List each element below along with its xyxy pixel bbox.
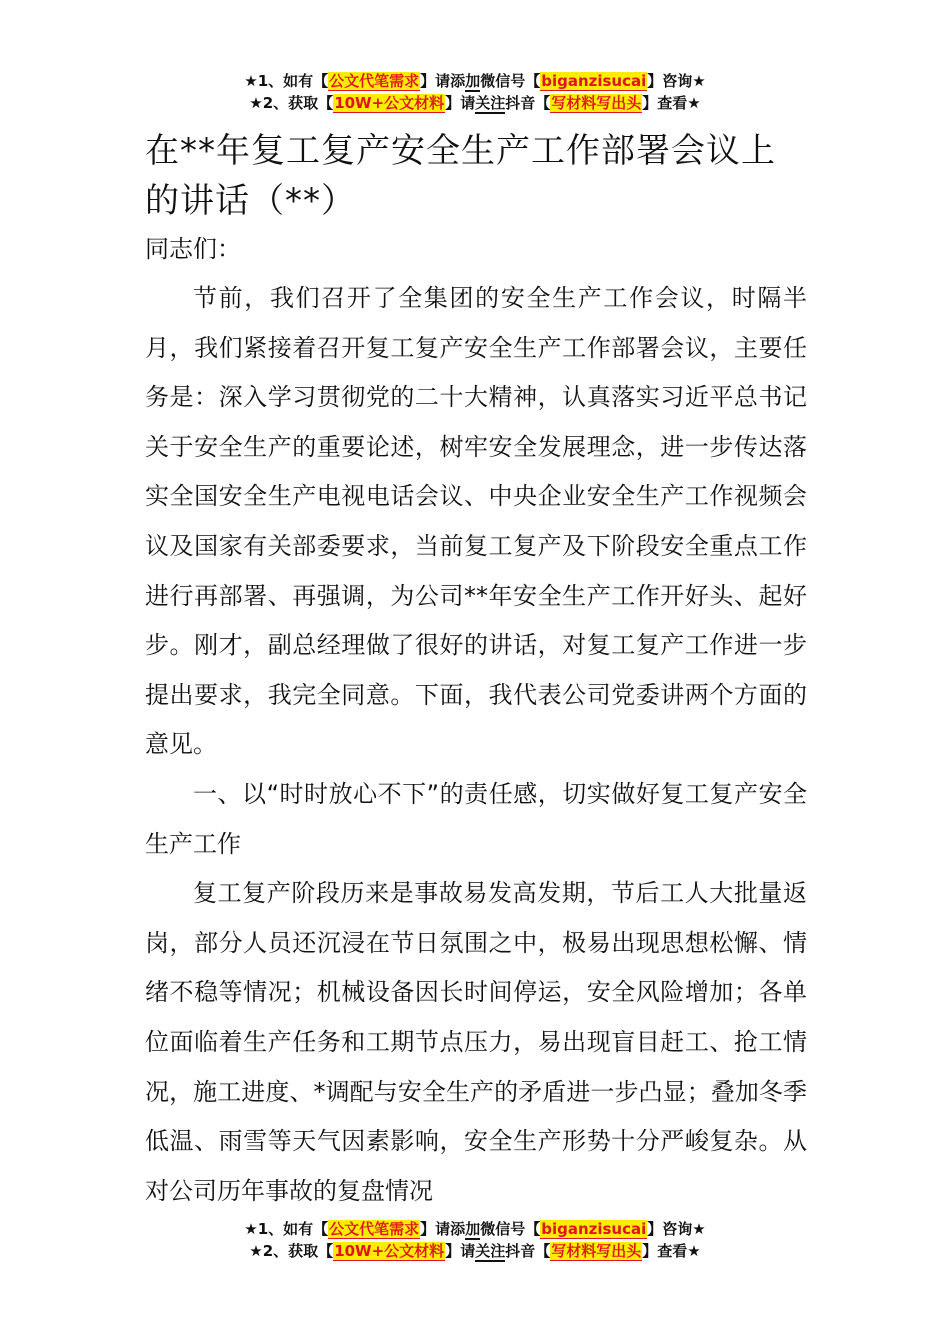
wechat-id: biganzisucai — [541, 1220, 647, 1238]
section-heading: 一、以“时时放心不下”的责任感，切实做好复工复产安全生产工作 — [145, 779, 807, 858]
promo-highlight: 10W+公文材料 — [334, 94, 445, 112]
douyin-id: 写材料写出头 — [551, 94, 642, 112]
paragraph: 节前，我们召开了全集团的安全生产工作会议，时隔半月，我们紧接着召开复工复产安全生产工作部署会议，主要任务是：深入学习贯彻党的二十大精神，认真落实习近平总书记关于安全生产的重要论述，树牢安全发展理念，进一步传达落实全国安全生产电视电话会议、中央企业安全生产工作视频会议及国家有关部委要求，当前复工复产及下阶段安全重点工作进行再部署、再强调，为公司**年安全生产工作开好头、起好步。刚才，副总经理做了很好的讲话，对复工复产工作进一步提出要求，我完全同意。下面，我代表公司党委讲两个方面的意见。 — [145, 284, 807, 759]
promo-highlight: 公文代笔需求 — [329, 1220, 420, 1238]
promo-line-1: ★1、如有【公文代笔需求】请添加微信号【biganzisucai】咨询★ — [244, 72, 706, 90]
document-title: 在**年复工复产安全生产工作部署会议上的讲话（**） — [145, 131, 776, 221]
document-body — [145, 126, 807, 1216]
top-promo-banner — [0, 70, 950, 114]
douyin-id: 写材料写出头 — [551, 1242, 642, 1260]
bottom-promo-banner — [0, 1218, 950, 1262]
wechat-id: biganzisucai — [541, 72, 647, 90]
promo-line-1: ★1、如有【公文代笔需求】请添加微信号【biganzisucai】咨询★ — [244, 1220, 706, 1238]
promo-highlight: 公文代笔需求 — [329, 72, 420, 90]
promo-highlight: 10W+公文材料 — [334, 1242, 445, 1260]
paragraph: 复工复产阶段历来是事故易发高发期，节后工人大批量返岗，部分人员还沉浸在节日氛围之中，极易出现思想松懈、情绪不稳等情况；机械设备因长时间停运，安全风险增加；各单位面临着生产任务和工期节点压力，易出现盲目赶工、抢工情况，施工进度、*调配与安全生产的矛盾进一步凸显；叠加冬季低温、雨雪等天气因素影响，安全生产形势十分严峻复杂。从对公司历年事故的复盘情况 — [145, 879, 807, 1205]
salutation: 同志们： — [145, 235, 241, 263]
promo-line-2: ★2、获取【10W+公文材料】请关注抖音【写材料写出头】查看★ — [249, 94, 701, 112]
promo-line-2: ★2、获取【10W+公文材料】请关注抖音【写材料写出头】查看★ — [249, 1242, 701, 1260]
